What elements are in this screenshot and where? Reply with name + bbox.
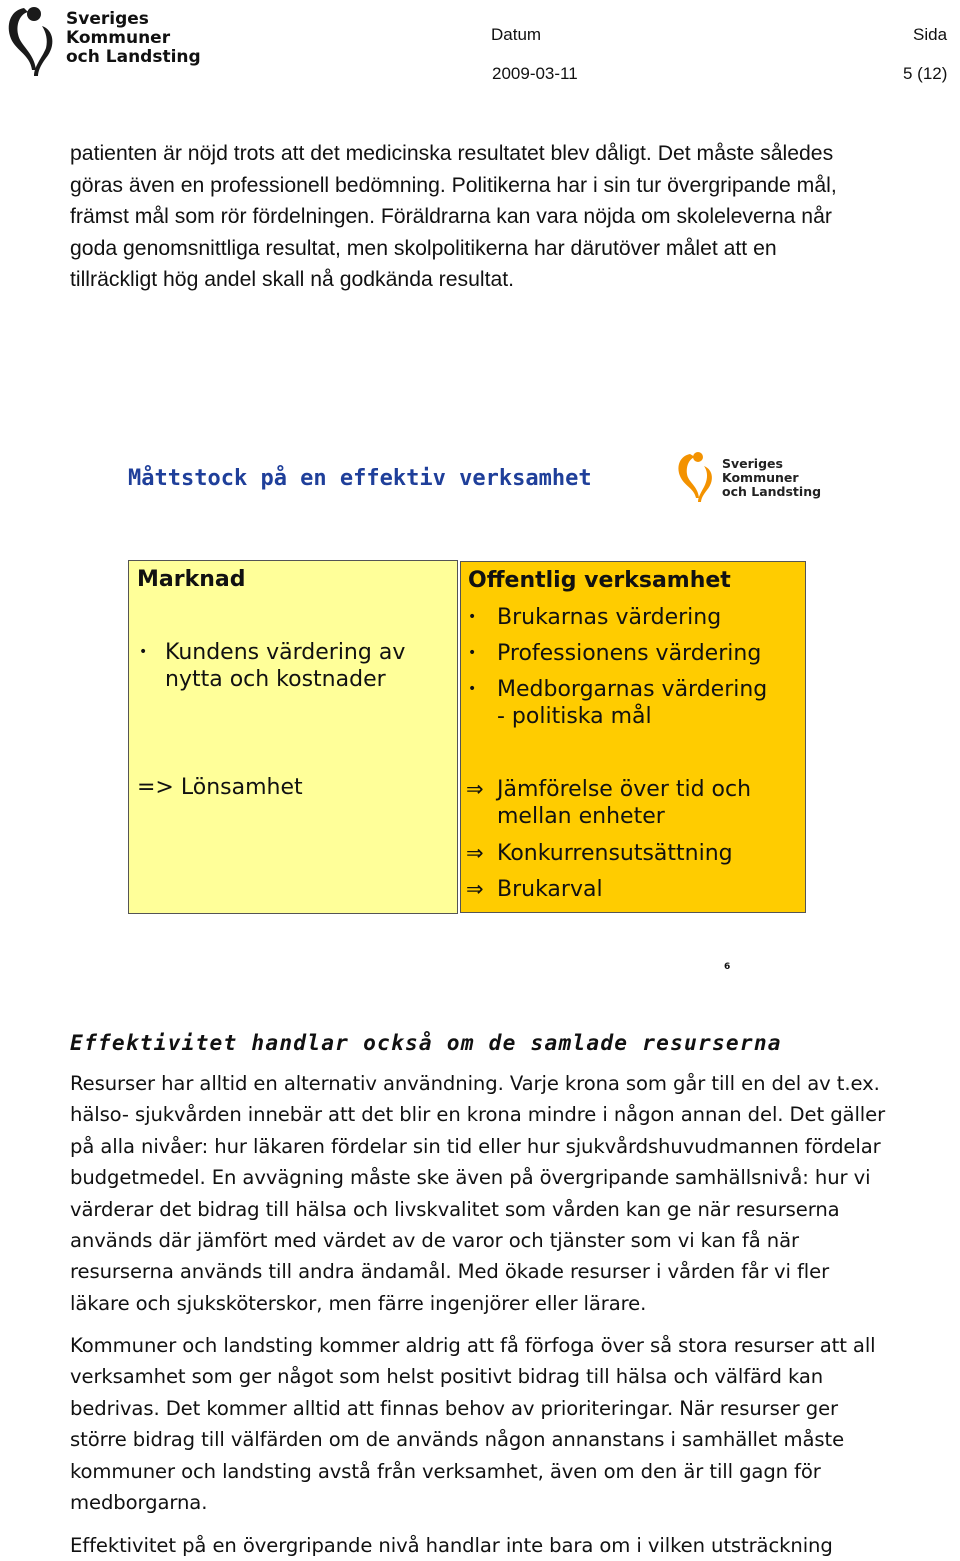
slide-logo-text: [722, 457, 821, 499]
text-line: tillräckligt hög andel skall nå godkända resultat.: [70, 268, 515, 291]
text-line: större bidrag till välfärden om de används någon annanstans i samhället måste: [70, 1428, 845, 1452]
text-line: på alla nivåer: hur läkaren fördelar sin tid eller hur sjukvårdshuvudmannen fördelar: [70, 1134, 881, 1158]
market-result: => Lönsamhet: [137, 775, 303, 800]
public-bullet: Medborgarnas värdering: [497, 677, 768, 702]
skl-logo-icon: [676, 448, 720, 504]
section-heading: Effektivitet handlar också om de samlade resurserna: [70, 1030, 782, 1055]
logo-line-2: Kommuner: [722, 470, 799, 485]
text-line: patienten är nöjd trots att det medicinska resultatet blev dåligt. Det måste således: [70, 142, 834, 165]
arrow-item: Jämförelse över tid och: [497, 777, 752, 802]
header-logo-text: [66, 10, 201, 67]
date-value: 2009-03-11: [492, 64, 578, 83]
page-label: Sida: [913, 25, 948, 44]
text-line: goda genomsnittliga resultat, men skolpolitikerna har därutöver målet att en: [70, 236, 777, 260]
bullet-dot: •: [468, 681, 477, 697]
slide-page-number: 6: [724, 962, 731, 972]
paragraph-3: [70, 1330, 940, 1518]
logo-line-1: Sveriges: [722, 456, 783, 471]
logo-line-1: Sveriges: [66, 9, 149, 29]
public-bullet: Professionens värdering: [497, 641, 762, 666]
public-bullet: Brukarnas värdering: [497, 605, 722, 630]
text-line: kommuner och landsting avstå från verksamhet, även om den är till gagn för: [70, 1459, 821, 1483]
paragraph-4: [70, 1530, 940, 1561]
text-line: används där jämfört med värdet av de varor och tjänster som vi kan få när: [70, 1229, 799, 1253]
text-line: resurserna används till andra ändamål. Med ökade resurser i vården får vi fler: [70, 1260, 830, 1284]
market-bullet-line-1: Kundens värdering av: [165, 640, 406, 665]
logo-line-2: Kommuner: [66, 28, 171, 48]
double-arrow-icon: ⇒: [466, 841, 484, 865]
bullet-dot: •: [468, 645, 477, 661]
slide-title: Måttstock på en effektiv verksamhet: [128, 466, 592, 491]
double-arrow-icon: ⇒: [466, 777, 484, 801]
logo-line-3: och Landsting: [66, 47, 201, 67]
text-line: budgetmedel. En avvägning måste ske även på övergripande samhällsnivå: hur vi: [70, 1166, 871, 1190]
text-line: hälso- sjukvården innebär att det blir en krona mindre i någon annan del. Det gäller: [70, 1103, 886, 1127]
bullet-dot: •: [139, 644, 148, 660]
text-line: bedrivas. Det kommer alltid att finnas behov av prioriteringar. När resurser ger: [70, 1396, 839, 1420]
logo-line-3: och Landsting: [722, 484, 822, 499]
market-bullet-line-2: nytta och kostnader: [165, 667, 386, 692]
intro-paragraph: [70, 138, 940, 296]
text-line: Effektivitet på en övergripande nivå handlar inte bara om i vilken utsträckning: [70, 1534, 833, 1557]
text-line: Resurser har alltid en alternativ användning. Varje krona som går till en del av t.ex.: [70, 1072, 880, 1095]
market-heading: Marknad: [137, 567, 246, 592]
text-line: göras även en professionell bedömning. Politikerna har i sin tur övergripande mål,: [70, 173, 837, 197]
public-sector-heading: Offentlig verksamhet: [468, 568, 731, 593]
text-line: värderar det bidrag till hälsa och livskvalitet som vården kan ge när resurserna: [70, 1197, 840, 1221]
text-line: Kommuner och landsting kommer aldrig att få förfoga över så stora resurser att all: [70, 1334, 876, 1357]
text-line: verksamhet som ger något som helst positivt bidrag till hälsa och välfärd kan: [70, 1365, 824, 1389]
public-bullet-continuation: - politiska mål: [497, 704, 652, 729]
paragraph-2: [70, 1068, 940, 1319]
arrow-item-continuation: mellan enheter: [497, 804, 665, 829]
text-line: medborgarna.: [70, 1491, 208, 1515]
market-box: [128, 560, 458, 914]
text-line: främst mål som rör fördelningen. Föräldrarna kan vara nöjda om skoleleverna når: [70, 205, 832, 228]
text-line: läkare och sjuksköterskor, men färre ingenjörer eller lärare.: [70, 1291, 647, 1315]
skl-logo-icon: [2, 0, 62, 80]
page-value: 5 (12): [903, 64, 948, 83]
bullet-dot: •: [468, 609, 477, 625]
arrow-item: Konkurrensutsättning: [497, 841, 733, 866]
double-arrow-icon: ⇒: [466, 877, 484, 901]
arrow-item: Brukarval: [497, 877, 603, 902]
date-label: Datum: [491, 25, 542, 44]
